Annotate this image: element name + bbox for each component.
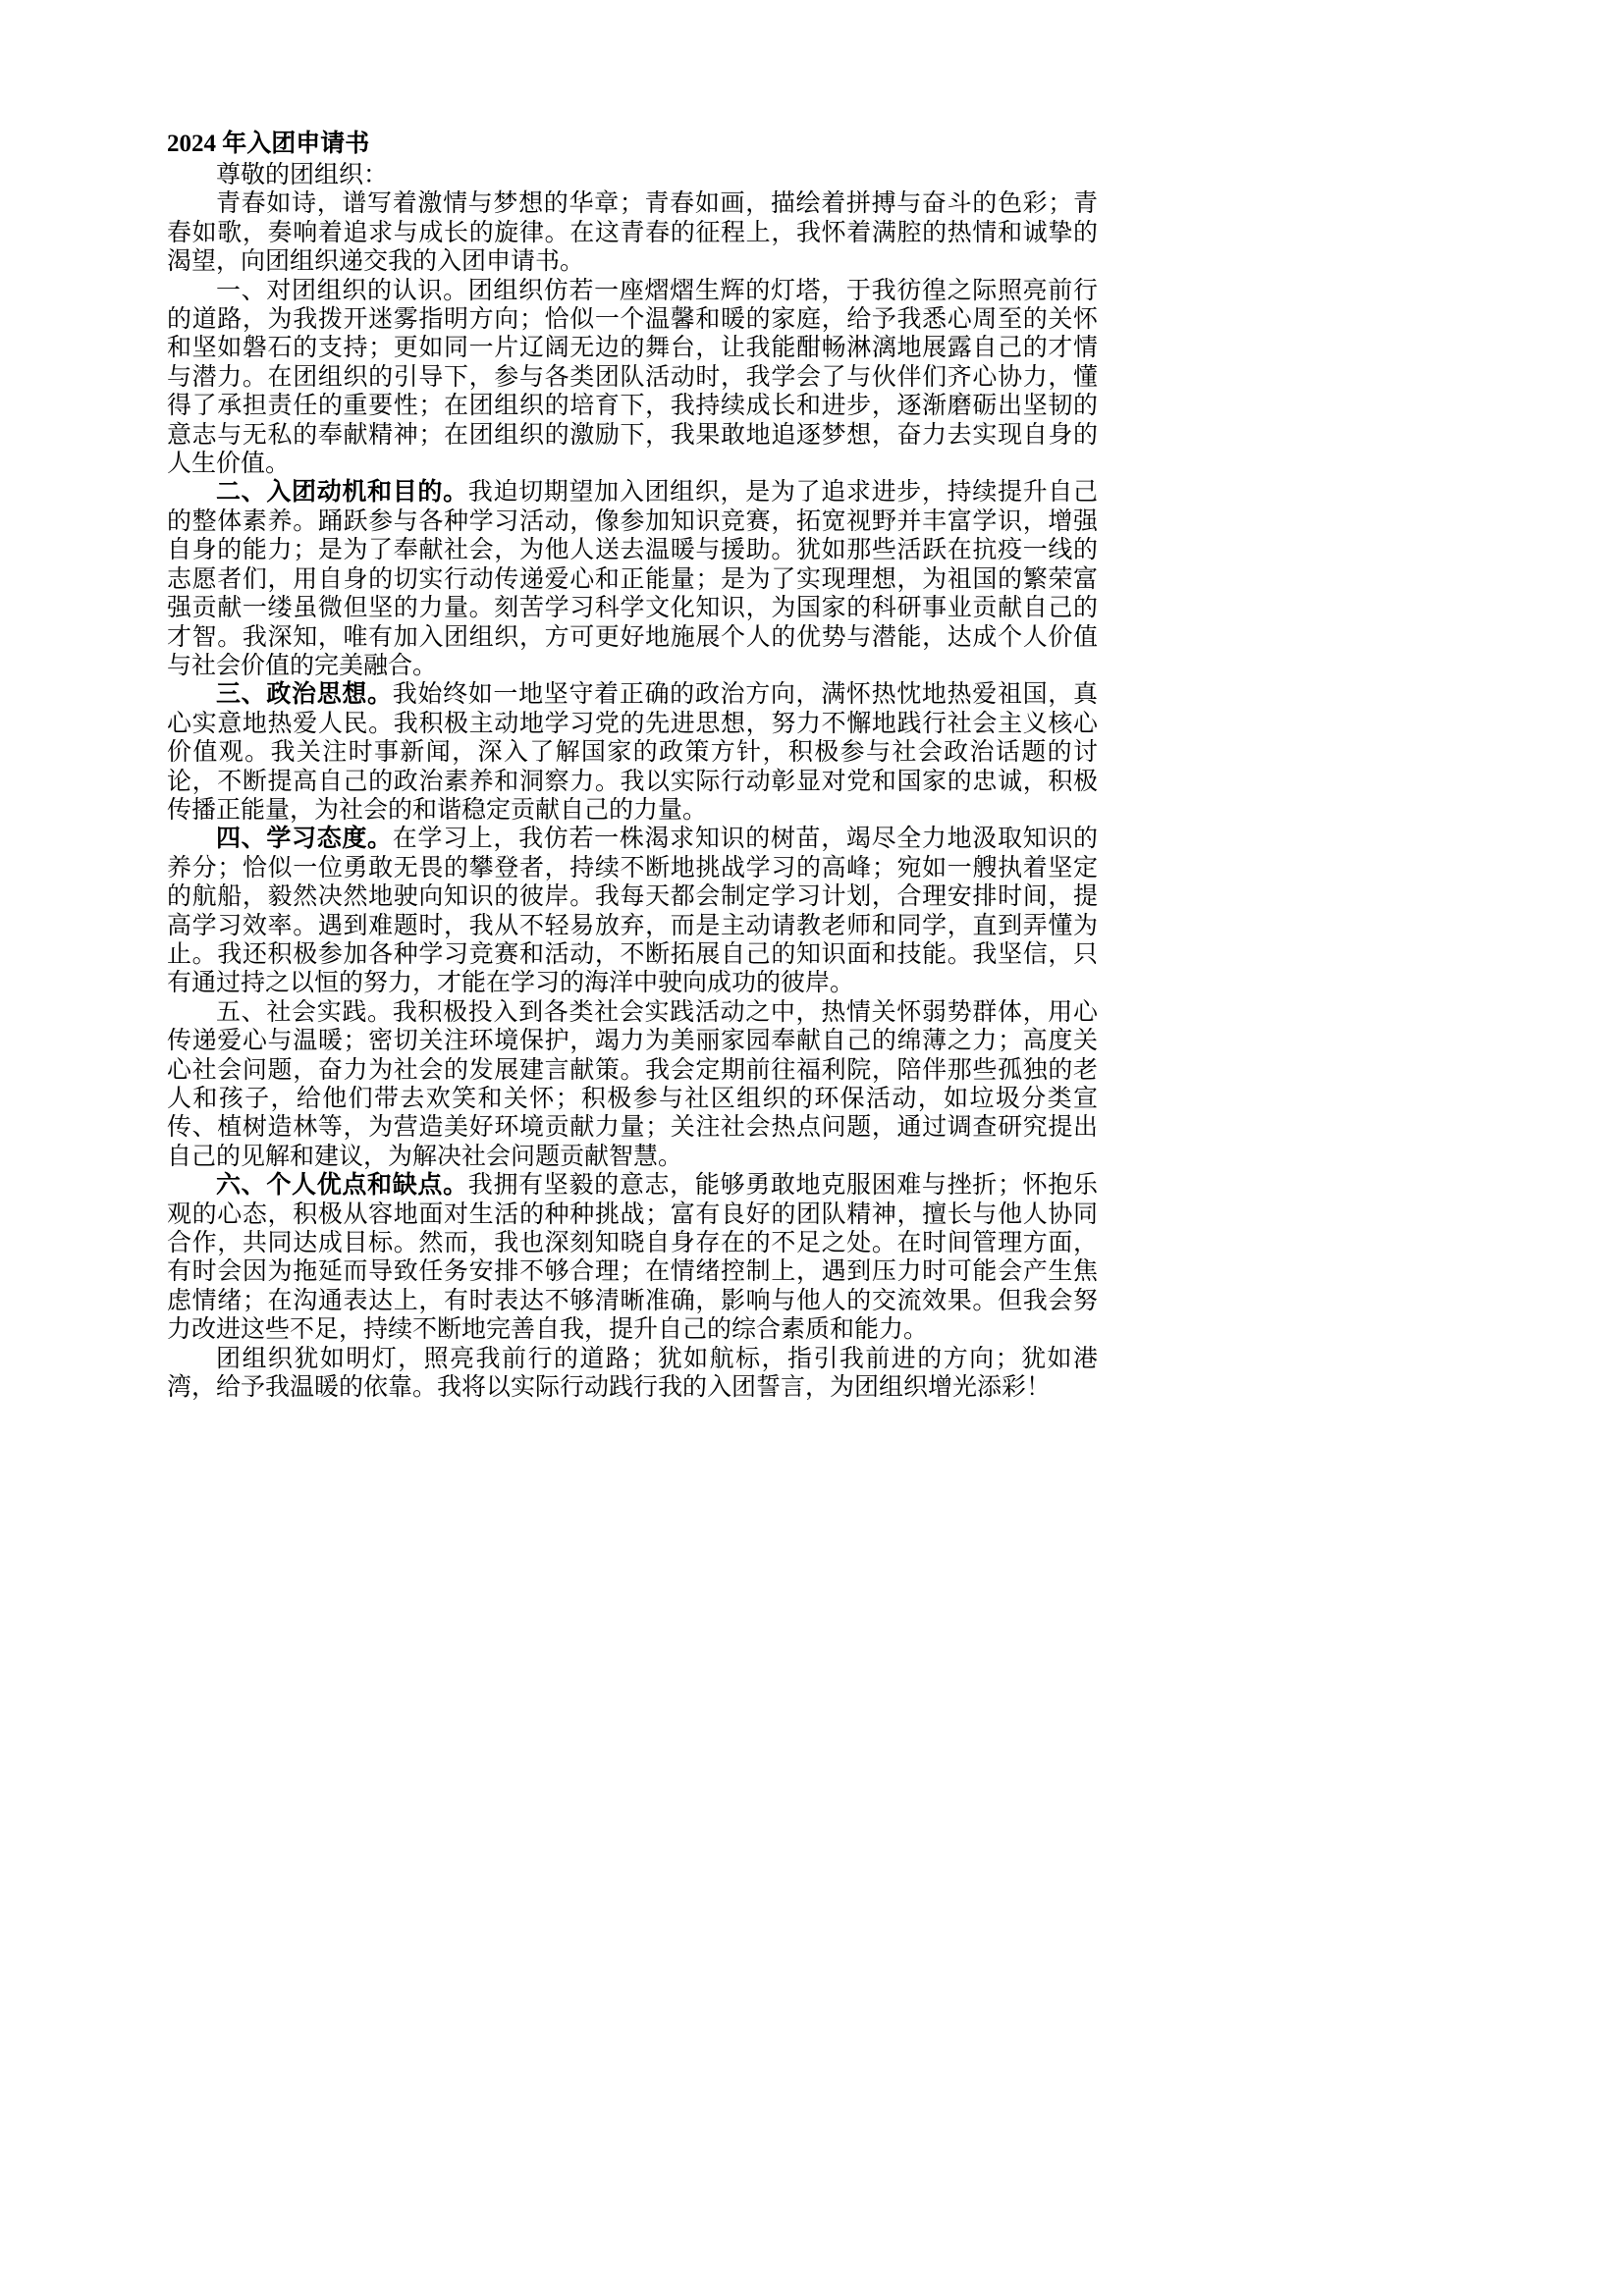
document-title: 2024 年入团申请书 bbox=[167, 131, 370, 157]
section-3-political-thought bbox=[167, 680, 1098, 825]
paragraph-body: 在学习上，我仿若一株渴求知识的树苗，竭尽全力地汲取知识的养分；恰似一位勇敢无畏的攀登者，持续不断地挑战学习的高峰；宛如一艘执着坚定的航船，毅然决然地驶向知识的彼岸。我每天都会制定学习计划，合理安排时间，提高学习效率。遇到难题时，我从不轻易放弃，而是主动请教老师和同学，直到弄懂为止。我还积极参加各种学习竞赛和活动，不断拓展自己的知识面和技能。我坚信，只有通过持之以恒的努力，才能在学习的海洋中驶向成功的彼岸。 bbox=[167, 826, 1098, 997]
paragraph-lead: 六、个人优点和缺点。 bbox=[216, 1172, 468, 1200]
section-1-understanding bbox=[167, 277, 1098, 479]
document-page bbox=[167, 128, 1098, 1402]
section-4-study-attitude bbox=[167, 825, 1098, 997]
salutation: 尊敬的团组织： bbox=[216, 162, 389, 188]
paragraph-body: 青春如诗，谱写着激情与梦想的华章；青春如画，描绘着拼搏与奋斗的色彩；青春如歌，奏响着追求与成长的旋律。在这青春的征程上，我怀着满腔的热情和诚挚的渴望，向团组织递交我的入团申请书。 bbox=[167, 190, 1098, 276]
paragraph-body: 五、社会实践。我积极投入到各类社会实践活动之中，热情关怀弱势群体，用心传递爱心与温暖；密切关注环境保护，竭力为美丽家园奉献自己的绵薄之力；高度关心社会问题，奋力为社会的发展建言献策。我会定期前往福利院，陪伴那些孤独的老人和孩子，给他们带去欢笑和关怀；积极参与社区组织的环保活动，如垃圾分类宣传、植树造林等，为营造美好环境贡献力量；关注社会热点问题，通过调查研究提出自己的见解和建议，为解决社会问题贡献智慧。 bbox=[167, 998, 1098, 1170]
paragraph-body: 一、对团组织的认识。团组织仿若一座熠熠生辉的灯塔，于我彷徨之际照亮前行的道路，为我拨开迷雾指明方向；恰似一个温馨和暖的家庭，给予我悉心周至的关怀和坚如磐石的支持；更如同一片辽阔无边的舞台，让我能酣畅淋漓地展露自己的才情与潜力。在团组织的引导下，参与各类团队活动时，我学会了与伙伴们齐心协力，懂得了承担责任的重要性；在团组织的培育下，我持续成长和进步，逐渐磨砺出坚韧的意志与无私的奉献精神；在团组织的激励下，我果敢地追逐梦想，奋力去实现自身的人生价值。 bbox=[167, 277, 1098, 478]
paragraph-lead: 二、入团动机和目的。 bbox=[216, 479, 468, 507]
paragraph-lead: 三、政治思想。 bbox=[216, 681, 393, 709]
paragraph-lead: 四、学习态度。 bbox=[216, 826, 393, 853]
section-6-strengths-weaknesses bbox=[167, 1171, 1098, 1344]
paragraph-body: 我始终如一地坚守着正确的政治方向，满怀热忱地热爱祖国，真心实意地热爱人民。我积极主动地学习党的先进思想，努力不懈地践行社会主义核心价值观。我关注时事新闻，深入了解国家的政策方针，积极参与社会政治话题的讨论，不断提高自己的政治素养和洞察力。我以实际行动彰显对党和国家的忠诚，积极传播正能量，为社会的和谐稳定贡献自己的力量。 bbox=[167, 681, 1098, 824]
section-2-motivation bbox=[167, 478, 1098, 680]
section-5-social-practice bbox=[167, 998, 1098, 1171]
paragraph-body: 我迫切期望加入团组织，是为了追求进步，持续提升自己的整体素养。踊跃参与各种学习活动，像参加知识竞赛，拓宽视野并丰富学识，增强自身的能力；是为了奉献社会，为他人送去温暖与援助。犹如那些活跃在抗疫一线的志愿者们，用自身的切实行动传递爱心和正能量；是为了实现理想，为祖国的繁荣富强贡献一缕虽微但坚的力量。刻苦学习科学文化知识，为国家的科研事业贡献自己的才智。我深知，唯有加入团组织，方可更好地施展个人的优势与潜能，达成个人价值与社会价值的完美融合。 bbox=[167, 479, 1098, 679]
paragraph-body: 团组织犹如明灯，照亮我前行的道路；犹如航标，指引我前进的方向；犹如港湾，给予我温暖的依靠。我将以实际行动践行我的入团誓言，为团组织增光添彩！ bbox=[167, 1345, 1098, 1402]
paragraph-body: 我拥有坚毅的意志，能够勇敢地克服困难与挫折；怀抱乐观的心态，积极从容地面对生活的种种挑战；富有良好的团队精神，擅长与他人协同合作，共同达成目标。然而，我也深刻知晓自身存在的不足之处。在时间管理方面，有时会因为拖延而导致任务安排不够合理；在情绪控制上，遇到压力时可能会产生焦虑情绪；在沟通表达上，有时表达不够清晰准确，影响与他人的交流效果。但我会努力改进这些不足，持续不断地完善自我，提升自己的综合素质和能力。 bbox=[167, 1172, 1098, 1344]
closing-paragraph bbox=[167, 1345, 1098, 1403]
paragraph-opening bbox=[167, 189, 1098, 276]
